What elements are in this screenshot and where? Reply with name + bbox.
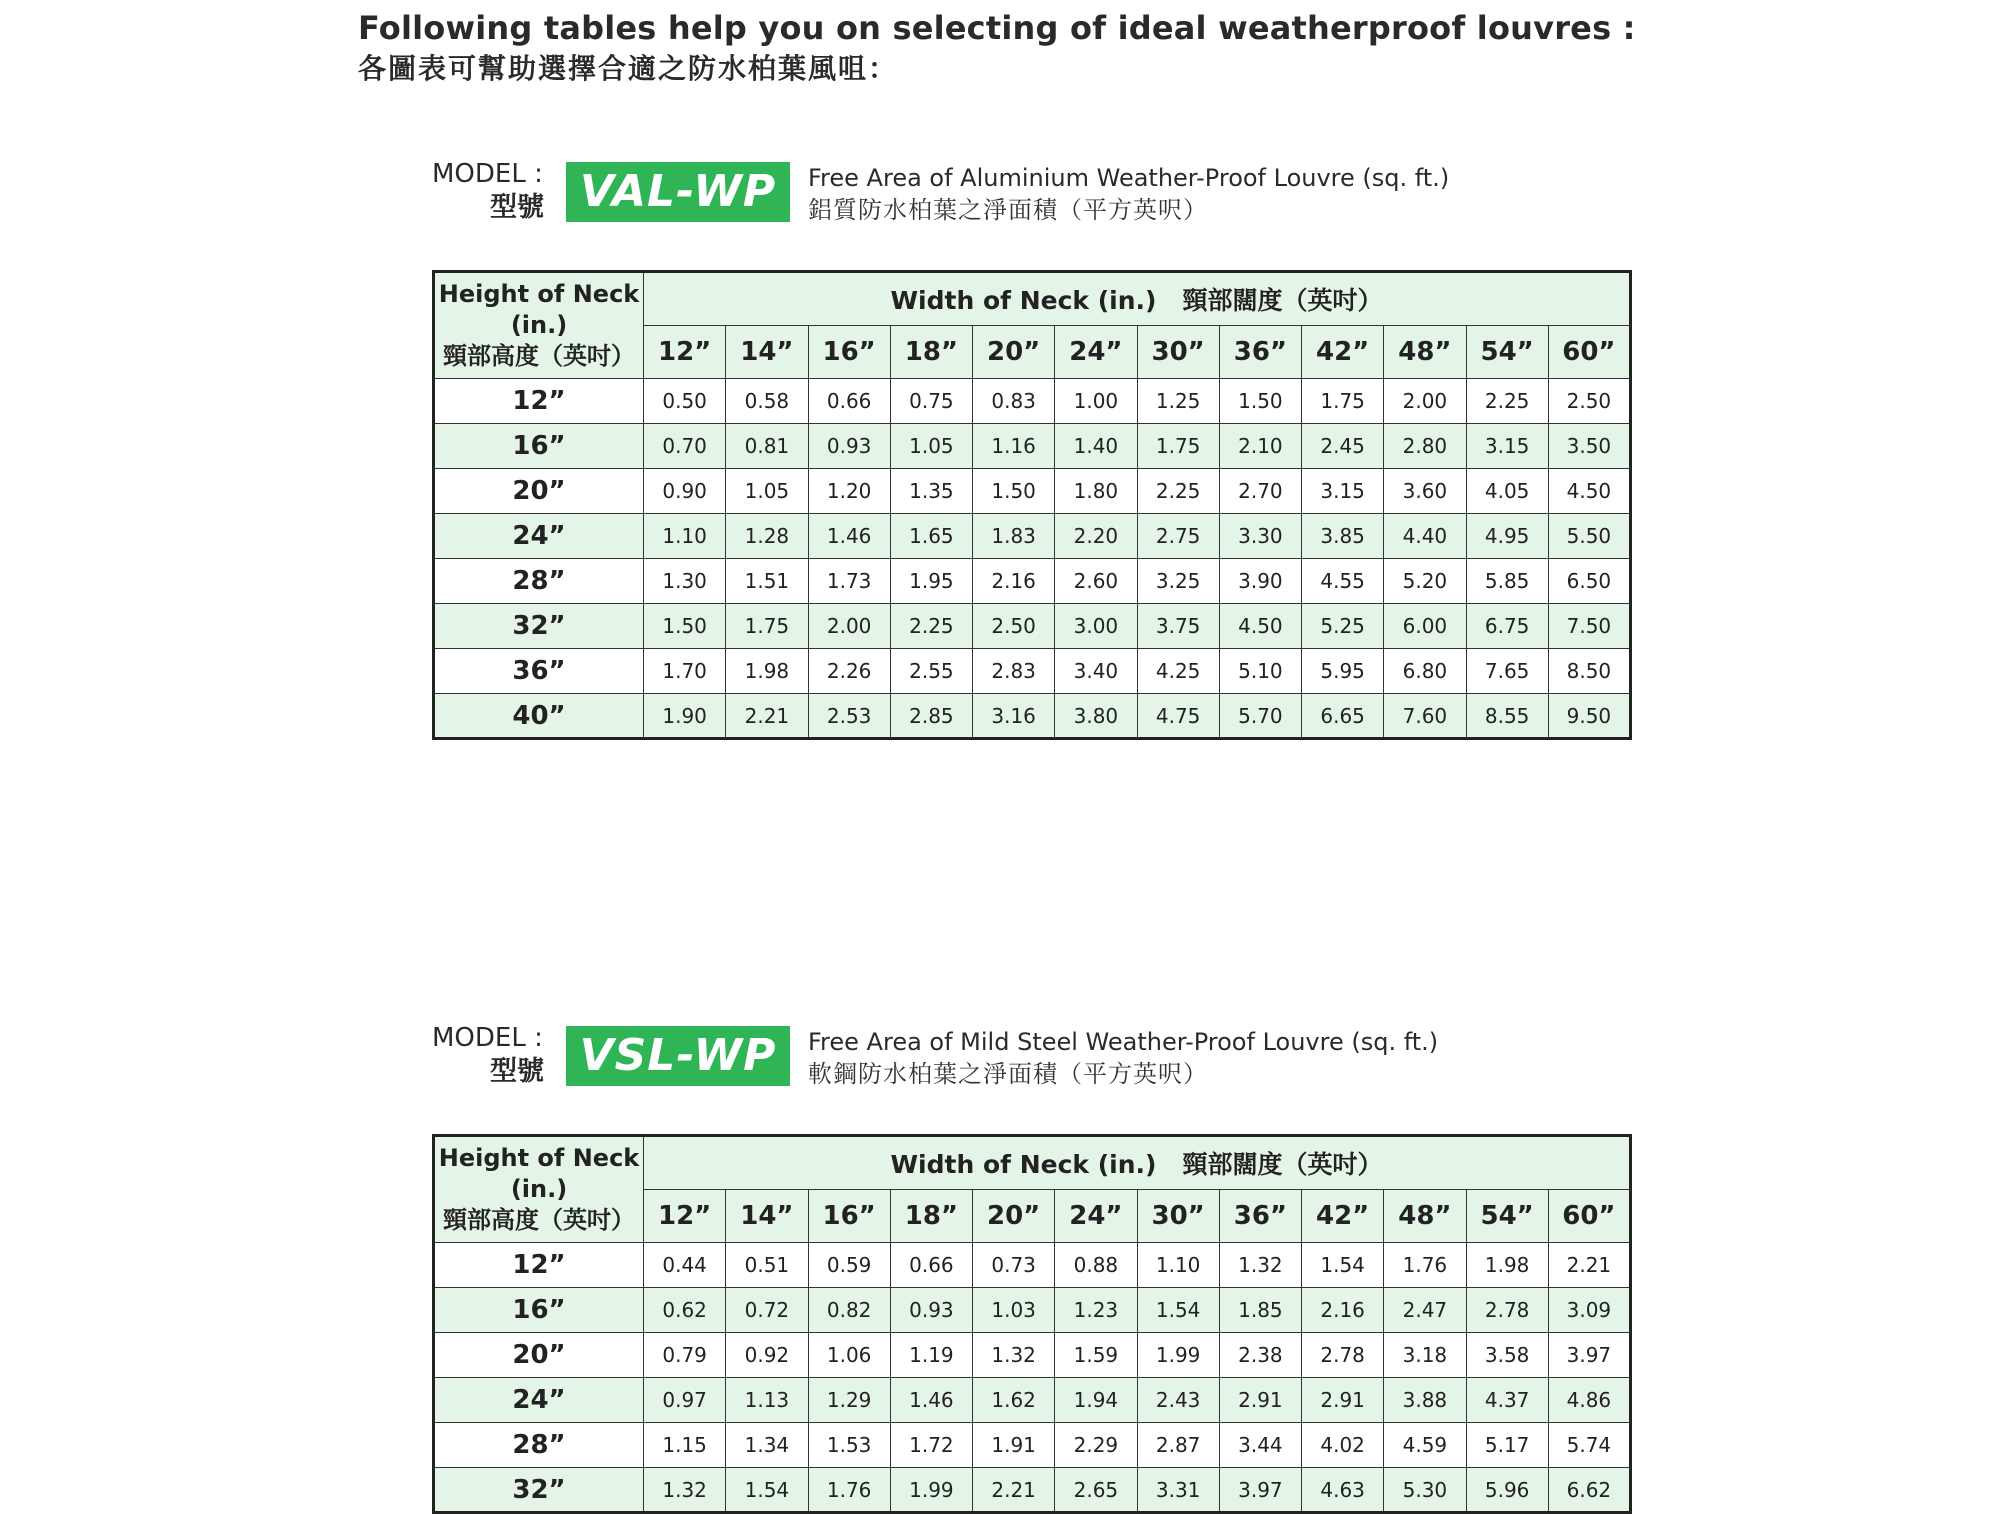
model-label: [432, 1022, 554, 1090]
free-area-cell: 1.05: [726, 469, 808, 514]
free-area-cell: 3.00: [1055, 604, 1137, 649]
width-column-header: 20”: [973, 326, 1055, 379]
free-area-cell: 1.03: [973, 1288, 1055, 1333]
width-column-header: 18”: [890, 1190, 972, 1243]
free-area-cell: 6.50: [1548, 559, 1630, 604]
free-area-cell: 1.94: [1055, 1378, 1137, 1423]
free-area-cell: 2.21: [1548, 1243, 1630, 1288]
height-of-neck-header: [434, 272, 644, 379]
free-area-cell: 0.90: [644, 469, 726, 514]
free-area-cell: 5.95: [1302, 649, 1384, 694]
width-column-header: 12”: [644, 326, 726, 379]
free-area-cell: 1.10: [1137, 1243, 1219, 1288]
free-area-cell: 3.09: [1548, 1288, 1630, 1333]
free-area-cell: 2.85: [890, 694, 972, 739]
free-area-cell: 0.50: [644, 379, 726, 424]
free-area-cell: 2.60: [1055, 559, 1137, 604]
height-row-header: 32”: [434, 604, 644, 649]
table-row: [434, 379, 1631, 424]
free-area-cell: 4.05: [1466, 469, 1548, 514]
free-area-cell: 1.53: [808, 1423, 890, 1468]
free-area-cell: 1.51: [726, 559, 808, 604]
height-row-header: 40”: [434, 694, 644, 739]
free-area-cell: 1.19: [890, 1333, 972, 1378]
free-area-cell: 1.62: [973, 1378, 1055, 1423]
free-area-table: [432, 1134, 1632, 1514]
free-area-cell: 1.28: [726, 514, 808, 559]
free-area-cell: 0.79: [644, 1333, 726, 1378]
height-row-header: 12”: [434, 379, 644, 424]
free-area-cell: 3.16: [973, 694, 1055, 739]
model-header: [432, 158, 1632, 232]
free-area-cell: 1.80: [1055, 469, 1137, 514]
free-area-cell: 8.50: [1548, 649, 1630, 694]
free-area-cell: 2.26: [808, 649, 890, 694]
free-area-cell: 1.75: [1302, 379, 1384, 424]
free-area-cell: 1.59: [1055, 1333, 1137, 1378]
model-header: [432, 1022, 1632, 1096]
free-area-cell: 1.05: [890, 424, 972, 469]
free-area-cell: 4.40: [1384, 514, 1466, 559]
height-row-header: 20”: [434, 469, 644, 514]
free-area-cell: 1.13: [726, 1378, 808, 1423]
free-area-cell: 0.66: [890, 1243, 972, 1288]
height-row-header: 28”: [434, 559, 644, 604]
free-area-cell: 2.16: [973, 559, 1055, 604]
val-wp-section: [432, 158, 1632, 731]
free-area-cell: 2.87: [1137, 1423, 1219, 1468]
free-area-cell: 3.18: [1384, 1333, 1466, 1378]
free-area-cell: 3.15: [1466, 424, 1548, 469]
free-area-cell: 0.51: [726, 1243, 808, 1288]
free-area-cell: 2.00: [808, 604, 890, 649]
free-area-cell: 4.63: [1302, 1468, 1384, 1513]
free-area-cell: 1.54: [726, 1468, 808, 1513]
free-area-cell: 0.70: [644, 424, 726, 469]
free-area-cell: 7.65: [1466, 649, 1548, 694]
free-area-cell: 3.50: [1548, 424, 1630, 469]
table-row: [434, 1288, 1631, 1333]
table-row: [434, 1378, 1631, 1423]
width-column-header: 16”: [808, 1190, 890, 1243]
width-column-header: 24”: [1055, 1190, 1137, 1243]
free-area-cell: 2.43: [1137, 1378, 1219, 1423]
free-area-cell: 5.10: [1219, 649, 1301, 694]
free-area-cell: 2.83: [973, 649, 1055, 694]
free-area-cell: 1.75: [726, 604, 808, 649]
height-of-neck-header: [434, 1136, 644, 1243]
width-column-header: 48”: [1384, 1190, 1466, 1243]
model-label-zh: 型號: [490, 192, 544, 223]
table-row: [434, 514, 1631, 559]
free-area-cell: 2.91: [1219, 1378, 1301, 1423]
free-area-cell: 1.54: [1302, 1243, 1384, 1288]
width-column-header: 20”: [973, 1190, 1055, 1243]
free-area-cell: 1.32: [644, 1468, 726, 1513]
free-area-cell: 0.93: [808, 424, 890, 469]
free-area-cell: 1.06: [808, 1333, 890, 1378]
free-area-cell: 1.70: [644, 649, 726, 694]
free-area-cell: 0.44: [644, 1243, 726, 1288]
free-area-cell: 1.20: [808, 469, 890, 514]
height-row-header: 24”: [434, 1378, 644, 1423]
free-area-cell: 2.38: [1219, 1333, 1301, 1378]
free-area-cell: 1.54: [1137, 1288, 1219, 1333]
free-area-cell: 1.50: [1219, 379, 1301, 424]
free-area-cell: 6.65: [1302, 694, 1384, 739]
free-area-cell: 0.72: [726, 1288, 808, 1333]
free-area-cell: 6.62: [1548, 1468, 1630, 1513]
free-area-cell: 1.98: [1466, 1243, 1548, 1288]
free-area-cell: 6.80: [1384, 649, 1466, 694]
model-description-zh: 軟鋼防水柏葉之淨面積（平方英呎）: [808, 1060, 1208, 1088]
table-header: [434, 272, 1631, 379]
width-header-en: Width of Neck (in.): [890, 1150, 1157, 1179]
free-area-cell: 1.16: [973, 424, 1055, 469]
free-area-cell: 1.50: [644, 604, 726, 649]
height-header-zh: 頸部高度（英吋）: [443, 342, 635, 370]
model-code-badge: VAL-WP: [566, 162, 790, 222]
width-of-neck-header: [644, 272, 1631, 326]
free-area-cell: 4.75: [1137, 694, 1219, 739]
width-column-header: 16”: [808, 326, 890, 379]
free-area-cell: 1.98: [726, 649, 808, 694]
free-area-cell: 4.50: [1548, 469, 1630, 514]
free-area-cell: 4.25: [1137, 649, 1219, 694]
free-area-cell: 2.75: [1137, 514, 1219, 559]
free-area-cell: 5.85: [1466, 559, 1548, 604]
free-area-cell: 3.15: [1302, 469, 1384, 514]
width-header-en: Width of Neck (in.): [890, 286, 1157, 315]
width-column-header: 54”: [1466, 326, 1548, 379]
free-area-cell: 0.93: [890, 1288, 972, 1333]
model-description: [808, 1026, 1438, 1090]
free-area-cell: 2.70: [1219, 469, 1301, 514]
free-area-cell: 1.65: [890, 514, 972, 559]
height-row-header: 12”: [434, 1243, 644, 1288]
free-area-cell: 3.30: [1219, 514, 1301, 559]
height-header-en-2: (in.): [510, 1175, 568, 1203]
width-column-header: 60”: [1548, 1190, 1630, 1243]
free-area-cell: 1.50: [973, 469, 1055, 514]
free-area-cell: 5.74: [1548, 1423, 1630, 1468]
height-row-header: 16”: [434, 1288, 644, 1333]
free-area-cell: 3.60: [1384, 469, 1466, 514]
height-row-header: 28”: [434, 1423, 644, 1468]
model-description-en: Free Area of Aluminium Weather-Proof Louvre (sq. ft.): [808, 164, 1450, 192]
free-area-cell: 4.37: [1466, 1378, 1548, 1423]
width-column-header: 14”: [726, 1190, 808, 1243]
free-area-cell: 0.59: [808, 1243, 890, 1288]
height-row-header: 20”: [434, 1333, 644, 1378]
free-area-cell: 1.29: [808, 1378, 890, 1423]
free-area-cell: 7.50: [1548, 604, 1630, 649]
free-area-cell: 3.25: [1137, 559, 1219, 604]
free-area-cell: 3.90: [1219, 559, 1301, 604]
free-area-cell: 2.25: [1137, 469, 1219, 514]
table-row: [434, 1423, 1631, 1468]
free-area-cell: 1.15: [644, 1423, 726, 1468]
table-row: [434, 1243, 1631, 1288]
model-label: [432, 158, 554, 226]
free-area-cell: 3.88: [1384, 1378, 1466, 1423]
free-area-cell: 2.25: [890, 604, 972, 649]
free-area-cell: 2.65: [1055, 1468, 1137, 1513]
width-column-header: 30”: [1137, 1190, 1219, 1243]
free-area-cell: 5.20: [1384, 559, 1466, 604]
free-area-cell: 0.97: [644, 1378, 726, 1423]
table-row: [434, 1333, 1631, 1378]
free-area-cell: 2.45: [1302, 424, 1384, 469]
free-area-cell: 2.55: [890, 649, 972, 694]
page-heading-en: Following tables help you on selecting of ideal weatherproof louvres :: [358, 9, 1636, 47]
width-header-zh: 頸部闊度（英吋）: [1182, 1150, 1383, 1179]
model-label-en: MODEL :: [432, 1023, 543, 1053]
table-body: [434, 1243, 1631, 1513]
free-area-cell: 5.50: [1548, 514, 1630, 559]
free-area-cell: 2.16: [1302, 1288, 1384, 1333]
free-area-cell: 4.55: [1302, 559, 1384, 604]
free-area-cell: 2.47: [1384, 1288, 1466, 1333]
free-area-cell: 2.29: [1055, 1423, 1137, 1468]
free-area-cell: 3.40: [1055, 649, 1137, 694]
free-area-cell: 2.20: [1055, 514, 1137, 559]
free-area-cell: 1.75: [1137, 424, 1219, 469]
free-area-cell: 4.95: [1466, 514, 1548, 559]
free-area-cell: 1.46: [808, 514, 890, 559]
width-of-neck-header: [644, 1136, 1631, 1190]
width-column-header: 14”: [726, 326, 808, 379]
width-column-header: 54”: [1466, 1190, 1548, 1243]
free-area-cell: 2.50: [973, 604, 1055, 649]
table-row: [434, 604, 1631, 649]
model-label-en: MODEL :: [432, 159, 543, 189]
free-area-cell: 2.50: [1548, 379, 1630, 424]
free-area-cell: 2.21: [973, 1468, 1055, 1513]
free-area-cell: 0.66: [808, 379, 890, 424]
page-heading: [358, 8, 1636, 88]
free-area-cell: 1.32: [973, 1333, 1055, 1378]
free-area-cell: 1.95: [890, 559, 972, 604]
height-header-en-1: Height of Neck: [438, 280, 640, 308]
free-area-cell: 1.32: [1219, 1243, 1301, 1288]
free-area-cell: 3.85: [1302, 514, 1384, 559]
free-area-cell: 1.91: [973, 1423, 1055, 1468]
free-area-cell: 0.82: [808, 1288, 890, 1333]
table-row: [434, 424, 1631, 469]
width-column-header: 60”: [1548, 326, 1630, 379]
table-body: [434, 379, 1631, 739]
page-heading-zh: 各圖表可幫助選擇合適之防水柏葉風咀：: [358, 52, 899, 85]
free-area-cell: 6.75: [1466, 604, 1548, 649]
width-column-header: 24”: [1055, 326, 1137, 379]
free-area-cell: 5.25: [1302, 604, 1384, 649]
width-column-header: 18”: [890, 326, 972, 379]
vsl-wp-section: [432, 1022, 1632, 1505]
free-area-cell: 1.85: [1219, 1288, 1301, 1333]
free-area-cell: 2.10: [1219, 424, 1301, 469]
width-column-header: 36”: [1219, 1190, 1301, 1243]
free-area-cell: 2.21: [726, 694, 808, 739]
table-row: [434, 559, 1631, 604]
free-area-cell: 2.25: [1466, 379, 1548, 424]
free-area-cell: 2.78: [1302, 1333, 1384, 1378]
free-area-table: [432, 270, 1632, 740]
width-column-header: 30”: [1137, 326, 1219, 379]
free-area-cell: 3.75: [1137, 604, 1219, 649]
model-description: [808, 162, 1449, 226]
free-area-cell: 0.88: [1055, 1243, 1137, 1288]
width-column-header: 42”: [1302, 326, 1384, 379]
height-header-zh: 頸部高度（英吋）: [443, 1206, 635, 1234]
free-area-cell: 3.97: [1548, 1333, 1630, 1378]
width-column-header: 36”: [1219, 326, 1301, 379]
free-area-cell: 1.25: [1137, 379, 1219, 424]
free-area-cell: 4.02: [1302, 1423, 1384, 1468]
free-area-cell: 3.44: [1219, 1423, 1301, 1468]
height-row-header: 24”: [434, 514, 644, 559]
height-row-header: 16”: [434, 424, 644, 469]
free-area-cell: 8.55: [1466, 694, 1548, 739]
width-header-zh: 頸部闊度（英吋）: [1182, 286, 1383, 315]
free-area-cell: 1.76: [808, 1468, 890, 1513]
free-area-cell: 0.92: [726, 1333, 808, 1378]
free-area-cell: 2.78: [1466, 1288, 1548, 1333]
table-row: [434, 1468, 1631, 1513]
free-area-cell: 0.81: [726, 424, 808, 469]
free-area-cell: 1.23: [1055, 1288, 1137, 1333]
free-area-cell: 0.58: [726, 379, 808, 424]
height-header-en-1: Height of Neck: [438, 1144, 640, 1172]
height-row-header: 32”: [434, 1468, 644, 1513]
free-area-cell: 5.96: [1466, 1468, 1548, 1513]
free-area-cell: 1.76: [1384, 1243, 1466, 1288]
free-area-cell: 1.99: [1137, 1333, 1219, 1378]
free-area-cell: 4.59: [1384, 1423, 1466, 1468]
free-area-cell: 2.91: [1302, 1378, 1384, 1423]
height-header-en-2: (in.): [510, 311, 568, 339]
table-header: [434, 1136, 1631, 1243]
free-area-cell: 4.86: [1548, 1378, 1630, 1423]
table-row: [434, 469, 1631, 514]
width-column-header: 42”: [1302, 1190, 1384, 1243]
free-area-cell: 1.99: [890, 1468, 972, 1513]
free-area-cell: 1.35: [890, 469, 972, 514]
model-label-zh: 型號: [490, 1056, 544, 1087]
free-area-cell: 9.50: [1548, 694, 1630, 739]
free-area-cell: 1.00: [1055, 379, 1137, 424]
table-row: [434, 649, 1631, 694]
free-area-cell: 1.34: [726, 1423, 808, 1468]
free-area-cell: 3.58: [1466, 1333, 1548, 1378]
free-area-cell: 1.83: [973, 514, 1055, 559]
table-row: [434, 694, 1631, 739]
free-area-cell: 4.50: [1219, 604, 1301, 649]
height-row-header: 36”: [434, 649, 644, 694]
width-column-header: 48”: [1384, 326, 1466, 379]
model-description-zh: 鋁質防水柏葉之淨面積（平方英呎）: [808, 196, 1208, 224]
free-area-cell: 5.70: [1219, 694, 1301, 739]
free-area-cell: 0.73: [973, 1243, 1055, 1288]
free-area-cell: 3.80: [1055, 694, 1137, 739]
header-row: [434, 272, 1631, 326]
model-description-en: Free Area of Mild Steel Weather-Proof Louvre (sq. ft.): [808, 1028, 1439, 1056]
width-column-header: 12”: [644, 1190, 726, 1243]
header-row: [434, 1136, 1631, 1190]
free-area-cell: 3.97: [1219, 1468, 1301, 1513]
free-area-cell: 5.17: [1466, 1423, 1548, 1468]
free-area-cell: 2.80: [1384, 424, 1466, 469]
free-area-cell: 7.60: [1384, 694, 1466, 739]
free-area-cell: 1.40: [1055, 424, 1137, 469]
free-area-cell: 0.75: [890, 379, 972, 424]
free-area-cell: 1.30: [644, 559, 726, 604]
free-area-cell: 0.83: [973, 379, 1055, 424]
free-area-cell: 2.53: [808, 694, 890, 739]
free-area-cell: 0.62: [644, 1288, 726, 1333]
free-area-cell: 1.10: [644, 514, 726, 559]
free-area-cell: 3.31: [1137, 1468, 1219, 1513]
free-area-cell: 1.72: [890, 1423, 972, 1468]
free-area-cell: 5.30: [1384, 1468, 1466, 1513]
free-area-cell: 1.90: [644, 694, 726, 739]
free-area-cell: 1.73: [808, 559, 890, 604]
free-area-cell: 2.00: [1384, 379, 1466, 424]
model-code-badge: VSL-WP: [566, 1026, 790, 1086]
free-area-cell: 1.46: [890, 1378, 972, 1423]
free-area-cell: 6.00: [1384, 604, 1466, 649]
